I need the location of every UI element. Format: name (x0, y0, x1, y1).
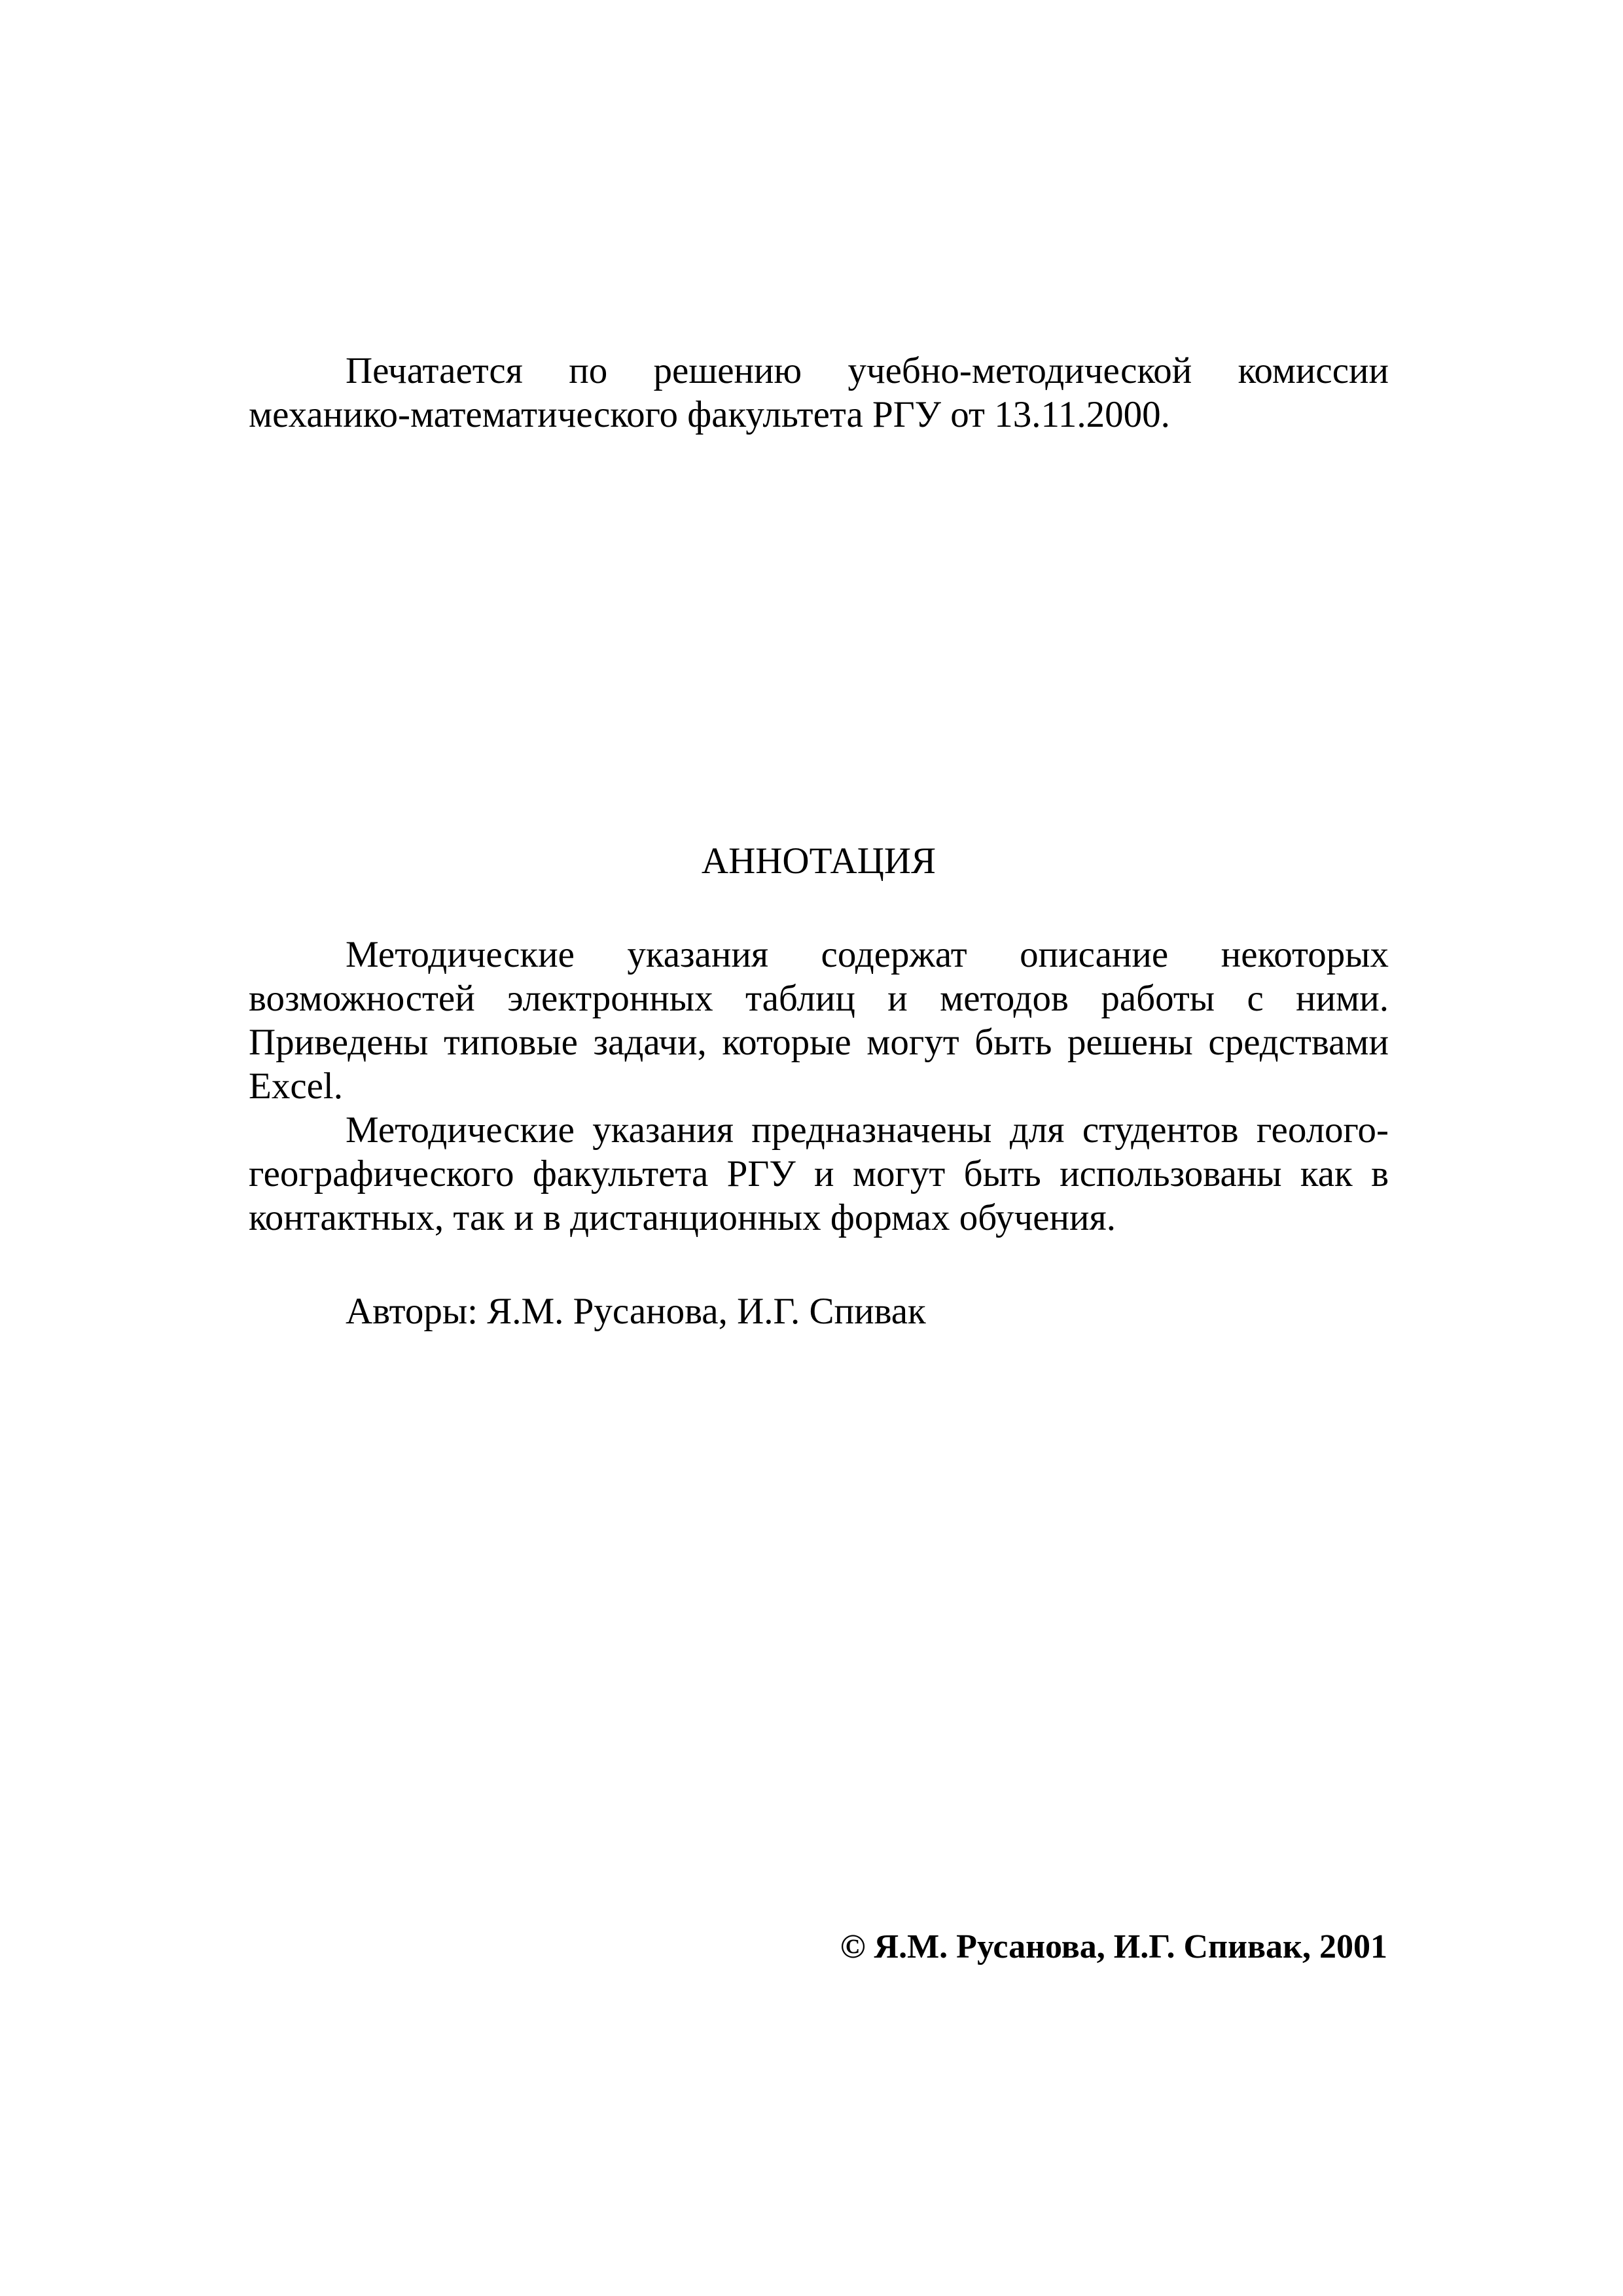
annotation-paragraph-1: Методические указания содержат описание некоторых возможностей электронных таблиц и методов работы с ними. Приведены типовые задачи, которые могут быть решены средствами Excel. (249, 934, 1389, 1107)
authors-text: Авторы: Я.М. Русанова, И.Г. Спивак (346, 1291, 926, 1332)
copyright-notice: © Я.М. Русанова, И.Г. Спивак, 2001 (840, 1928, 1387, 1965)
imprint-paragraph: Печатается по решению учебно-методической комиссии механико-математического факультета РГУ от 13.11.2000. (249, 350, 1389, 435)
annotation-heading: АННОТАЦИЯ (701, 840, 936, 882)
annotation-paragraph-2: Методические указания предназначены для студентов геолого-географического факультета РГУ и могут быть использованы как в контактных, так и в дистанционных формах обучения. (249, 1109, 1389, 1238)
imprint-note (249, 349, 1389, 437)
authors-line (249, 1289, 1389, 1333)
annotation-body (249, 933, 1389, 1240)
